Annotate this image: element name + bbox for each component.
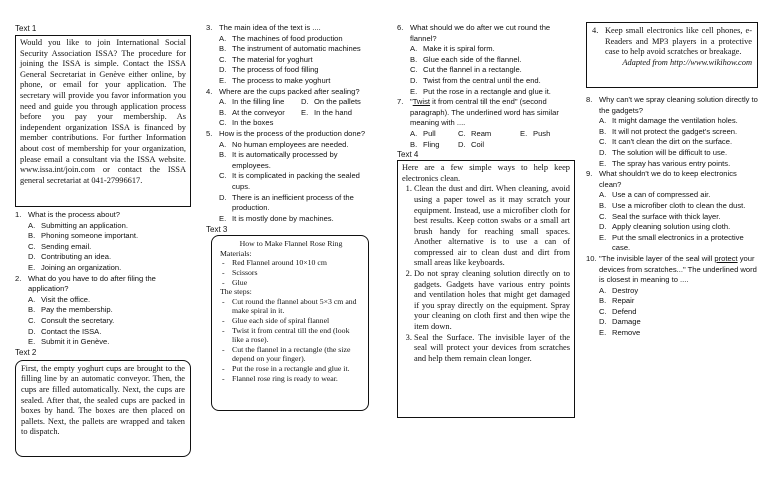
underlined-word: Twist bbox=[412, 97, 431, 107]
tip-item: 1. Clean the dust and dirt. When cleaning, avoid using a paper towel as it may scratch your equipment. Instead, use a microfiber cloth for best results. Keep cotton swabs or a small art brush handy for reaching small spaces. Another alternative is to use a can of compressed air to clean dust and dirt from small areas like keyboards. bbox=[414, 184, 570, 269]
option-letter: C. bbox=[599, 306, 607, 316]
question-3 bbox=[206, 23, 376, 87]
option-text: Contact the ISSA. bbox=[41, 326, 102, 336]
option-text: The material for yoghurt bbox=[232, 54, 313, 64]
option-text: On the pallets bbox=[314, 97, 361, 107]
option-e bbox=[599, 159, 758, 170]
text2-box bbox=[15, 360, 191, 457]
question-8 bbox=[586, 95, 758, 169]
option-letter: A. bbox=[599, 285, 607, 295]
option-letter: A. bbox=[219, 33, 227, 43]
question-text: What should we do after we cut round the flannel? bbox=[410, 23, 551, 43]
option-b bbox=[599, 127, 758, 138]
option-text: It is complicated in packing the sealed cups. bbox=[232, 171, 360, 191]
option-e bbox=[28, 337, 191, 348]
option-a bbox=[219, 97, 301, 108]
option-c bbox=[219, 118, 301, 129]
question-number: 4. bbox=[592, 26, 599, 35]
material-item: - Scissors bbox=[232, 268, 362, 278]
option-b bbox=[599, 201, 758, 212]
option-text: It can't clean the dirt on the surface. bbox=[612, 137, 733, 147]
question-text: Why can't we spray cleaning solution directly to the gadgets? bbox=[599, 95, 758, 115]
option-d bbox=[301, 97, 381, 108]
option-e bbox=[28, 263, 191, 274]
step-item: - Cut round the flannel about 5×3 cm and make spiral in it. bbox=[232, 297, 362, 316]
option-letter: D. bbox=[599, 147, 607, 157]
option-text: Consult the secretary. bbox=[41, 315, 115, 325]
option-text: Use a can of compressed air. bbox=[612, 190, 711, 200]
question-text: What do you have to do after filing the application? bbox=[28, 273, 156, 294]
option-text: It is mostly done by machines. bbox=[232, 213, 334, 223]
question-1 bbox=[15, 210, 191, 274]
question-6 bbox=[397, 23, 577, 97]
question-7 bbox=[397, 97, 577, 150]
option-letter: D. bbox=[28, 326, 36, 336]
option-d bbox=[599, 317, 758, 328]
option-letter: A. bbox=[599, 190, 607, 200]
option-letter: B. bbox=[28, 305, 36, 315]
question-text: "Twist it from central till the end" (second paragraph). The underlined word has similar meaning with .... bbox=[410, 97, 559, 128]
option-b bbox=[599, 296, 758, 307]
option-letter: C. bbox=[599, 211, 607, 221]
question-10 bbox=[586, 254, 758, 339]
underlined-word: protect bbox=[714, 253, 738, 263]
option-text: It is automatically processed by employees. bbox=[232, 150, 338, 170]
question-4 bbox=[206, 87, 376, 129]
option-text: Remove bbox=[612, 328, 641, 338]
option-text: Put the small electronics in a protective case. bbox=[612, 232, 744, 253]
option-text: The process of food filling bbox=[232, 65, 319, 75]
option-text: Make it is spiral form. bbox=[423, 44, 495, 54]
option-letter: A. bbox=[28, 220, 36, 230]
option-c bbox=[28, 316, 191, 327]
option-letter: C. bbox=[458, 128, 466, 138]
option-a bbox=[219, 34, 376, 45]
option-a bbox=[410, 129, 458, 140]
option-letter: B. bbox=[28, 231, 36, 241]
option-a bbox=[28, 221, 191, 232]
option-text: The machines of food production bbox=[232, 33, 343, 43]
option-letter: E. bbox=[599, 328, 607, 338]
option-text: In the hand bbox=[314, 107, 353, 117]
option-letter: D. bbox=[301, 97, 309, 107]
option-text: Phoning someone important. bbox=[41, 231, 139, 241]
tip-item: 3. Seal the Surface. The invisible layer of the seal will protect your devices from scratches and help them remain clean longer. bbox=[414, 333, 570, 365]
option-text: Ream bbox=[471, 128, 492, 138]
text3-box bbox=[211, 235, 369, 411]
option-text: Repair bbox=[612, 296, 635, 306]
option-d bbox=[599, 148, 758, 159]
option-c bbox=[219, 55, 376, 66]
option-d bbox=[219, 65, 376, 76]
option-text: At the conveyor bbox=[232, 107, 285, 117]
option-letter: E. bbox=[599, 232, 607, 242]
text4-intro: Here are a few simple ways to help keep electronics clean. bbox=[402, 163, 570, 183]
question-text: Where are the cups packed after sealing? bbox=[219, 86, 360, 96]
option-letter: B. bbox=[410, 54, 418, 64]
question-text: How is the process of the production done? bbox=[219, 128, 366, 138]
option-letter: E. bbox=[28, 262, 36, 272]
materials-list bbox=[220, 258, 362, 287]
option-a bbox=[219, 140, 376, 151]
option-text: Damage bbox=[612, 317, 641, 327]
option-text: Cut the flannel in a rectangle. bbox=[423, 65, 522, 75]
steps-label: The steps: bbox=[220, 287, 252, 297]
question-text: The main idea of the text is .... bbox=[219, 23, 321, 32]
option-text: Submit it in Genève. bbox=[41, 337, 110, 347]
option-letter: E. bbox=[301, 107, 309, 117]
column-2 bbox=[206, 0, 376, 411]
option-letter: C. bbox=[28, 241, 36, 251]
steps-list bbox=[220, 297, 362, 383]
option-text: No human employees are needed. bbox=[232, 139, 349, 149]
option-c bbox=[599, 212, 758, 223]
option-letter: A. bbox=[219, 97, 227, 107]
option-letter: E. bbox=[219, 75, 227, 85]
option-letter: B. bbox=[219, 44, 227, 54]
question-9 bbox=[586, 169, 758, 254]
option-b bbox=[410, 140, 458, 151]
option-letter: E. bbox=[28, 337, 36, 347]
option-d bbox=[599, 222, 758, 233]
option-text: Put the rose in a rectangle and glue it. bbox=[423, 86, 551, 96]
question-number: 4. bbox=[206, 86, 213, 96]
option-a bbox=[599, 116, 758, 127]
option-e bbox=[219, 76, 376, 87]
column-4 bbox=[586, 0, 758, 339]
option-letter: B. bbox=[219, 107, 227, 117]
option-letter: B. bbox=[599, 200, 607, 210]
text4-continued-box bbox=[586, 22, 758, 88]
materials-label: Materials: bbox=[220, 248, 252, 258]
tips-list bbox=[402, 184, 570, 364]
option-text: Joining an organization. bbox=[41, 262, 122, 272]
option-c bbox=[599, 137, 758, 148]
tip-item: 2. Do not spray cleaning solution directly on to gadgets. Gadgets have various entry points and ventilation holes that might get damaged if you spray directly on the equipment. Spray your cleaning on cloth first and then wipe the item down. bbox=[414, 269, 570, 333]
text4-heading: Text 4 bbox=[397, 150, 419, 160]
option-b bbox=[410, 55, 577, 66]
question-text: What is the process about? bbox=[28, 210, 121, 219]
option-letter: D. bbox=[599, 222, 607, 232]
option-d bbox=[458, 140, 520, 151]
option-text: There is an inefficient process of the production. bbox=[232, 192, 354, 213]
option-letter: E. bbox=[599, 158, 607, 168]
question-text: "The invisible layer of the seal will protect your devices from scratches..." The underlined word is closest in meaning to .... bbox=[599, 253, 757, 285]
option-c bbox=[599, 307, 758, 318]
option-text: Push bbox=[533, 128, 551, 138]
material-item: - Red Flannel around 10×10 cm bbox=[232, 258, 362, 268]
option-a bbox=[599, 190, 758, 201]
option-text: Visit the office. bbox=[41, 294, 91, 304]
column-1 bbox=[15, 0, 191, 457]
material-item: - Glue bbox=[232, 278, 362, 288]
source-credit: Adapted from http://www.wikihow.com bbox=[622, 57, 752, 67]
option-b bbox=[28, 305, 191, 316]
option-e bbox=[599, 233, 758, 254]
option-b bbox=[28, 231, 191, 242]
option-letter: D. bbox=[410, 75, 418, 85]
option-d bbox=[410, 76, 577, 87]
step-item: - Twist it from central till the end (look like a rose). bbox=[232, 326, 362, 345]
option-letter: C. bbox=[219, 171, 227, 181]
option-b bbox=[219, 108, 301, 119]
option-text: The instrument of automatic machines bbox=[232, 44, 361, 54]
option-text: Glue each side of the flannel. bbox=[423, 54, 522, 64]
option-letter: A. bbox=[410, 128, 418, 138]
option-letter: C. bbox=[410, 65, 418, 75]
question-number: 5. bbox=[206, 128, 213, 138]
option-letter: B. bbox=[599, 296, 607, 306]
option-text: It will not protect the gadget's screen. bbox=[612, 126, 738, 136]
step-item: - Glue each side of spiral flannel bbox=[232, 316, 362, 326]
option-letter: E. bbox=[219, 213, 227, 223]
option-letter: C. bbox=[28, 315, 36, 325]
option-letter: C. bbox=[219, 118, 227, 128]
option-text: Twist from the central until the end. bbox=[423, 75, 541, 85]
text2-heading: Text 2 bbox=[15, 347, 37, 357]
option-letter: A. bbox=[599, 116, 607, 126]
question-number: 7. bbox=[397, 97, 404, 107]
option-letter: D. bbox=[458, 139, 466, 149]
option-letter: D. bbox=[219, 65, 227, 75]
option-letter: B. bbox=[219, 150, 227, 160]
text1-box bbox=[15, 35, 191, 207]
option-text: Destroy bbox=[612, 285, 639, 295]
option-letter: D. bbox=[28, 252, 36, 262]
option-c bbox=[219, 171, 376, 192]
step-item: - Put the rose in a rectangle and glue it. bbox=[232, 364, 362, 374]
option-text: The solution will be difficult to use. bbox=[612, 147, 728, 157]
option-letter: C. bbox=[599, 137, 607, 147]
tip-item: Keep small electronics like cell phones, e-Readers and MP3 players in a protective case to help avoid scratches or breakage. bbox=[605, 26, 752, 57]
option-letter: D. bbox=[599, 317, 607, 327]
option-a bbox=[599, 286, 758, 297]
option-text: It might damage the ventilation holes. bbox=[612, 116, 738, 126]
option-d bbox=[28, 327, 191, 338]
question-text: What shouldn't we do to keep electronics clean? bbox=[599, 169, 737, 189]
option-text: In the filling line bbox=[232, 97, 285, 107]
option-letter: B. bbox=[410, 139, 418, 149]
option-text: Pay the membership. bbox=[41, 305, 113, 315]
option-c bbox=[410, 65, 577, 76]
question-number: 2. bbox=[15, 273, 22, 283]
option-letter: E. bbox=[520, 128, 528, 138]
option-text: Sending email. bbox=[41, 241, 92, 251]
option-text: Apply cleaning solution using cloth. bbox=[612, 222, 731, 232]
option-text: Contributing an idea. bbox=[41, 252, 112, 262]
question-number: 8. bbox=[586, 95, 593, 104]
option-e bbox=[410, 87, 577, 98]
text2-body: First, the empty yoghurt cups are brought to the filling line by an automatic conveyor. Then, the cups are filled automatically. Next, the cups are sealed. After that, the sealed cups are packed in boxes by hand. The boxes are then placed on pallets. Next, the pallets are wrapped and taken to dispatch. bbox=[21, 363, 185, 437]
option-text: The process to make yoghurt bbox=[232, 75, 331, 85]
question-number: 10. bbox=[586, 253, 597, 263]
option-c bbox=[458, 129, 520, 140]
step-item: - Cut the flannel in a rectangle (the size depend on your finger). bbox=[232, 345, 362, 364]
option-text: Defend bbox=[612, 306, 637, 316]
option-a bbox=[410, 44, 577, 55]
option-letter: D. bbox=[219, 192, 227, 202]
question-number: 6. bbox=[397, 23, 404, 32]
option-b bbox=[219, 150, 376, 171]
step-item: - Flannel rose ring is ready to wear. bbox=[232, 374, 362, 384]
option-text: Submitting an application. bbox=[41, 220, 128, 230]
question-number: 1. bbox=[15, 210, 22, 219]
option-letter: A. bbox=[410, 44, 418, 54]
option-text: The spray has various entry points. bbox=[612, 158, 731, 168]
option-letter: E. bbox=[410, 86, 418, 96]
option-letter: B. bbox=[599, 126, 607, 136]
option-text: Seal the surface with thick layer. bbox=[612, 211, 721, 221]
option-text: Use a microfiber cloth to clean the dust. bbox=[612, 200, 746, 210]
question-number: 9. bbox=[586, 169, 593, 179]
question-2 bbox=[15, 274, 191, 348]
text3-title: How to Make Flannel Rose Ring bbox=[239, 239, 343, 249]
column-3 bbox=[397, 0, 577, 418]
text1-body: Would you like to join International Social Security Association ISSA? The procedure for joining the ISSA is simple. Contact the ISSA General Secretariat in Genève either online, by phone, or email for your application. The secretary will provide you favor information you need and guide you through application process before you pay your membership. As independent organization ISSA is financed by member contributions. For further Information about cost of membership for your organization, please email a consultant via the ISSA website. www.issa.int/join.com or contact the ISSA general secretariat at 041-27996617. bbox=[20, 38, 186, 185]
option-e bbox=[301, 108, 381, 119]
question-number: 3. bbox=[206, 23, 213, 32]
option-e bbox=[219, 214, 376, 225]
option-text: Coil bbox=[471, 139, 485, 149]
option-text: In the boxes bbox=[232, 118, 274, 128]
text1-heading: Text 1 bbox=[15, 24, 37, 33]
option-b bbox=[219, 44, 376, 55]
text4-box bbox=[397, 160, 575, 418]
question-5 bbox=[206, 129, 376, 224]
option-text: Fling bbox=[423, 139, 440, 149]
option-e bbox=[599, 328, 758, 339]
option-letter: C. bbox=[219, 54, 227, 64]
option-c bbox=[28, 242, 191, 253]
option-d bbox=[28, 252, 191, 263]
option-a bbox=[28, 295, 191, 306]
option-letter: A. bbox=[28, 294, 36, 304]
option-letter: A. bbox=[219, 139, 227, 149]
option-text: Pull bbox=[423, 128, 436, 138]
option-d bbox=[219, 193, 376, 214]
text3-heading: Text 3 bbox=[206, 225, 228, 235]
option-e bbox=[520, 129, 560, 140]
